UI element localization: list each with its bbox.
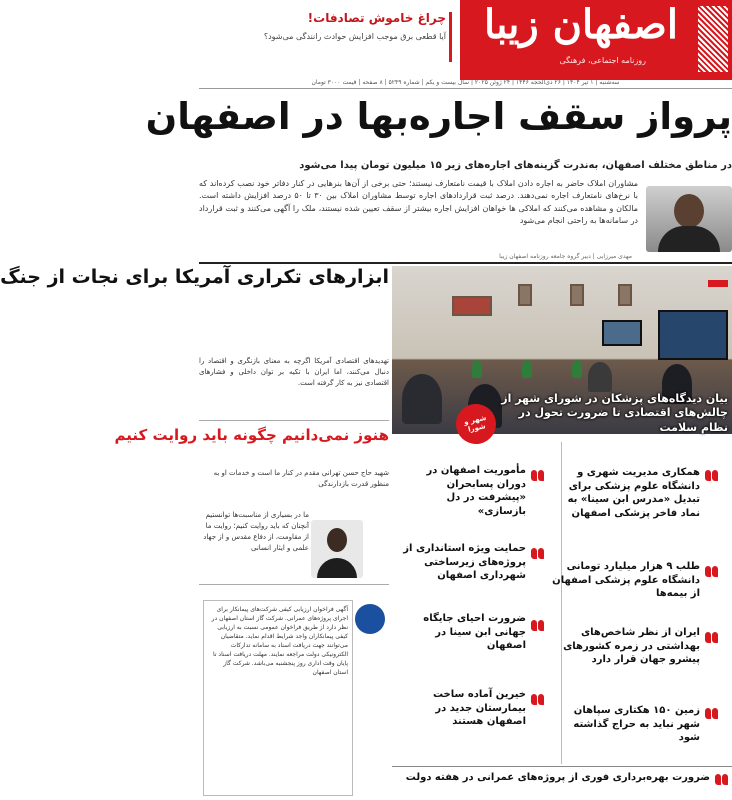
- left-divider-2: [199, 584, 389, 585]
- author-caption: مهدی میرزایی | دبیر گروه جامعه روزنامه اصفهان زیبا: [499, 253, 632, 260]
- left-divider: [199, 420, 389, 421]
- logo-text: اصفهان زیبا: [484, 1, 678, 48]
- quote-mark-icon: [704, 470, 718, 484]
- teaser-accent-bar: [449, 12, 452, 62]
- gas-company-logo-icon: [355, 604, 385, 634]
- quote-mark-icon: [704, 708, 718, 722]
- qr-code-icon: [698, 6, 728, 72]
- columnist-photo: [311, 520, 363, 578]
- main-headline[interactable]: پرواز سقف اجاره‌بها در اصفهان: [145, 95, 732, 138]
- quote-mark-icon: [704, 566, 718, 580]
- quote-mark-icon: [704, 632, 718, 646]
- section-divider: [199, 262, 732, 264]
- left-author-text: ما در بسیاری از مناسبت‌ها توانستیم آنچنان که باید روایت کنیم؛ روایت ما از مقاومت، از دفاع مقدس و از جهاد علمی و ایثار انسانی: [203, 511, 309, 552]
- left-text: تهدیدهای اقتصادی آمریکا اگرچه به معنای بازنگری و اقتصاد را دنبال می‌کنند، اما ایران با تکیه بر توان داخلی و فشارهای اقتصادی نیز به کار گرفته است.: [199, 357, 389, 388]
- left-headline-2[interactable]: هنوز نمی‌دانیم چگونه باید روایت کنیم: [114, 426, 389, 444]
- quote-mark-icon: [530, 694, 544, 708]
- quote-mark-icon: [530, 620, 544, 634]
- left-headline[interactable]: ابزارهای تکراری آمریکا برای نجات از جنگ: [0, 266, 389, 288]
- main-lead-text: مشاوران املاک حاضر به اجاره دادن املاک با قیمت نامتعارف نیستند؛ حتی برخی از آن‌ها بنرهایی در کنار دفاتر خود نصب کرده‌اند که با نرخ‌های نامتعارف اجاره نمی‌دهند. درصد ثبت قراردادهای اجاره توسط مشاوران املاک بین ۳۰ تا ۵۰ درصد افزایش داشته است. مالکان و مشاهده می‌کنند که املاکی ها خواهان افزایش اجاره بیشتر از سقف تعیین شده نیستند، ملک را آگهی می‌کنند و ثبت قرارداد در سامانه‌ها به راحتی انجام می‌شود: [199, 179, 638, 226]
- masthead: [199, 0, 732, 88]
- date-line: سه‌شنبه | ۱ تیر ۱۴۰۴ | ۲۶ ذی‌الحجه ۱۴۴۶ | ۲۴ ژوئن ۲۰۲۵ | سال بیست و یکم | شماره ۵۲۴۹ | ۸ صفحه | قیمت ۳۰۰۰ تومان: [199, 80, 732, 89]
- left-text-2: شهید حاج حسن تهرانی مقدم در کنار ما است و خدمات او به منظور قدرت بازدارندگی: [213, 469, 389, 489]
- news-item-middle-3[interactable]: ضرورت احیای جایگاه جهانی ابن سینا در اصفهان: [423, 613, 526, 651]
- news-item-middle-1[interactable]: مأموریت اصفهان در دوران پسابحران «پیشرفت در دل بازسازی»: [426, 465, 526, 517]
- main-kicker: در مناطق مختلف اصفهان، به‌ندرت گزینه‌های اجاره‌های زیر ۱۵ میلیون تومان پیدا می‌شود: [299, 160, 732, 171]
- teaser-text: آیا قطعی برق موجب افزایش حوادث رانندگی می‌شود؟: [263, 32, 446, 41]
- news-item-middle-2[interactable]: حمایت ویژه استانداری از پروژه‌های زیرساختی شهرداری اصفهان: [403, 543, 526, 581]
- photo-tag: [708, 280, 728, 287]
- quote-mark-icon: [714, 774, 728, 788]
- news-item-bottom[interactable]: ضرورت بهره‌برداری فوری از پروژه‌های عمرانی در هفته دولت: [405, 772, 710, 783]
- advertisement-box[interactable]: آگهی فراخوان ارزیابی کیفی شرکت‌های پیمانکار برای اجرای پروژه‌های عمرانی. شرکت گاز استان اصفهان در نظر دارد از طریق فراخوان عمومی نسبت به ارزیابی کیفی پیمانکاران واجد شرایط اقدام نماید. متقاضیان می‌توانند جهت دریافت اسناد به سامانه تدارکات الکترونیکی دولت مراجعه نمایند. مهلت دریافت اسناد تا پایان وقت اداری روز پنجشنبه می‌باشد. شرکت گاز استان اصفهان: [203, 600, 353, 796]
- news-item-right-1[interactable]: همکاری مدیریت شهری و دانشگاه علوم پزشکی برای تبدیل «مدرس ابن سینا» به نماد فاخر پزشکی اصفهان: [567, 467, 700, 519]
- news-item-right-2[interactable]: طلب ۹ هزار میلیارد تومانی دانشگاه علوم پزشکی اصفهان از بیمه‌ها: [552, 561, 700, 599]
- photo-caption[interactable]: بیان دیدگاه‌های پزشکان در شورای شهر از چالش‌های اقتصادی تا ضرورت تحول در نظام سلامت: [501, 392, 728, 434]
- news-item-right-4[interactable]: زمین ۱۵۰ هکتاری سپاهان شهر نباید به حراج گذاشته شود: [573, 705, 700, 743]
- quote-mark-icon: [530, 470, 544, 484]
- news-item-right-3[interactable]: ایران از نظر شاخص‌های بهداشتی در زمره کشورهای پیشرو جهان قرار دارد: [563, 627, 700, 665]
- logo-subtitle: روزنامه اجتماعی، فرهنگی: [559, 56, 646, 65]
- quote-mark-icon: [530, 548, 544, 562]
- teaser-title[interactable]: چراغ خاموش تصادفات!: [307, 11, 446, 25]
- bottom-divider: [392, 766, 732, 767]
- section-badge: شهر و شورا: [452, 400, 499, 447]
- news-item-middle-4[interactable]: خیرین آماده ساخت بیمارستان جدید در اصفهان هستند: [432, 689, 526, 727]
- author-photo: [646, 186, 732, 252]
- newspaper-logo[interactable]: [460, 0, 732, 80]
